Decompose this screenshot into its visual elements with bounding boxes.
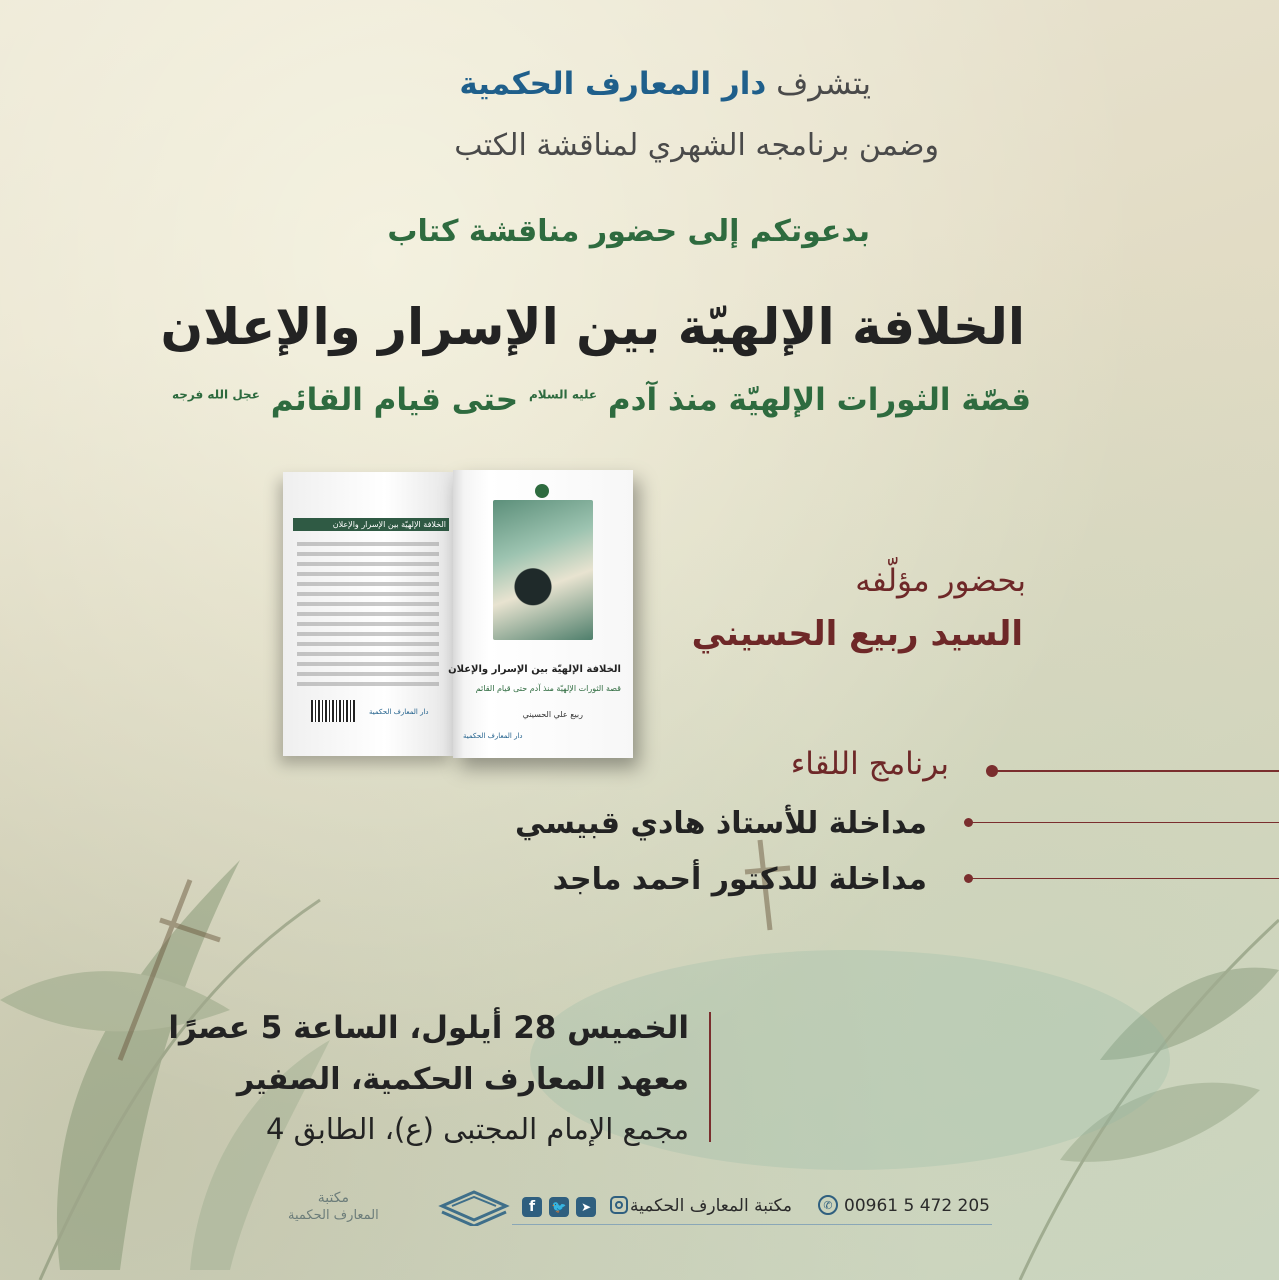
honorific-b: عجل الله فرجه: [171, 387, 260, 402]
telegram-icon[interactable]: ➤: [576, 1197, 596, 1217]
program-heading-line: [992, 770, 1279, 772]
library-handle: مكتبة المعارف الحكمية: [630, 1196, 792, 1216]
program-item-1: مداخلة للأستاذ هادي قبيسي: [514, 806, 927, 841]
subtitle-part-a: قصّة الثورات الإلهيّة منذ آدم: [607, 382, 1031, 418]
footer-underline: [512, 1224, 992, 1225]
program-heading: برنامج اللقاء: [790, 746, 949, 782]
subtitle-part-b: حتى قيام القائم: [270, 382, 519, 418]
event-venue-line1: معهد المعارف الحكمية، الصفير: [236, 1062, 689, 1097]
header-prefix: يتشرف: [776, 66, 871, 102]
library-logo-text: [288, 1190, 379, 1224]
instagram-icon[interactable]: [610, 1196, 628, 1214]
event-datetime: الخميس 28 أيلول، الساعة 5 عصرًا: [168, 1010, 689, 1046]
book-front-cover: [448, 470, 633, 758]
cover-artwork: [493, 500, 593, 640]
book-title: الخلافة الإلهيّة بين الإسرار والإعلان: [160, 298, 1025, 356]
program-item-1-line: [970, 822, 1279, 823]
facebook-icon[interactable]: f: [522, 1197, 542, 1217]
cover-title: الخلافة الإلهيّة بين الإسرار والإعلان: [448, 664, 621, 675]
header-line1: [459, 66, 871, 102]
social-icons: [522, 1196, 596, 1218]
twitter-icon[interactable]: 🐦: [549, 1197, 569, 1217]
cover-publisher: دار المعارف الحكمية: [463, 732, 523, 740]
phone-number: 00961 5 472 205: [844, 1196, 991, 1216]
header-org-name: دار المعارف الحكمية: [459, 66, 767, 102]
presence-label: بحضور مؤلّفه: [855, 563, 1026, 599]
back-publisher-logo: دار المعارف الحكمية: [369, 708, 429, 716]
book-back-cover: [283, 472, 453, 756]
footer-bar: [288, 1188, 1000, 1228]
cover-subtitle: قصة الثورات الإلهيّة منذ آدم حتى قيام القائم: [475, 684, 621, 693]
author-name: السيد ربيع الحسيني: [691, 614, 1023, 654]
back-cover-title: الخلافة الإلهيّة بين الإسرار والإعلان: [293, 518, 449, 531]
cover-author: ربيع علي الحسيني: [522, 710, 583, 719]
event-details-bar: [709, 1012, 711, 1142]
barcode: [311, 700, 355, 722]
cover-badge-icon: [535, 484, 549, 498]
back-cover-blurb: [297, 542, 439, 692]
honorific-a: عليه السلام: [528, 387, 598, 402]
library-logo-icon: [438, 1184, 510, 1226]
library-logo-line1: مكتبة: [317, 1190, 349, 1206]
event-venue-line2: مجمع الإمام المجتبى (ع)، الطابق 4: [265, 1112, 689, 1146]
header-line2: وضمن برنامجه الشهري لمناقشة الكتب: [454, 128, 939, 163]
program-item-2: مداخلة للدكتور أحمد ماجد: [552, 862, 927, 897]
program-item-2-line: [970, 878, 1279, 879]
book-subtitle: [172, 382, 1031, 418]
library-logo-line2: المعارف الحكمية: [288, 1208, 379, 1223]
whatsapp-icon[interactable]: ✆: [818, 1195, 838, 1215]
invite-line: بدعوتكم إلى حضور مناقشة كتاب: [387, 214, 870, 249]
